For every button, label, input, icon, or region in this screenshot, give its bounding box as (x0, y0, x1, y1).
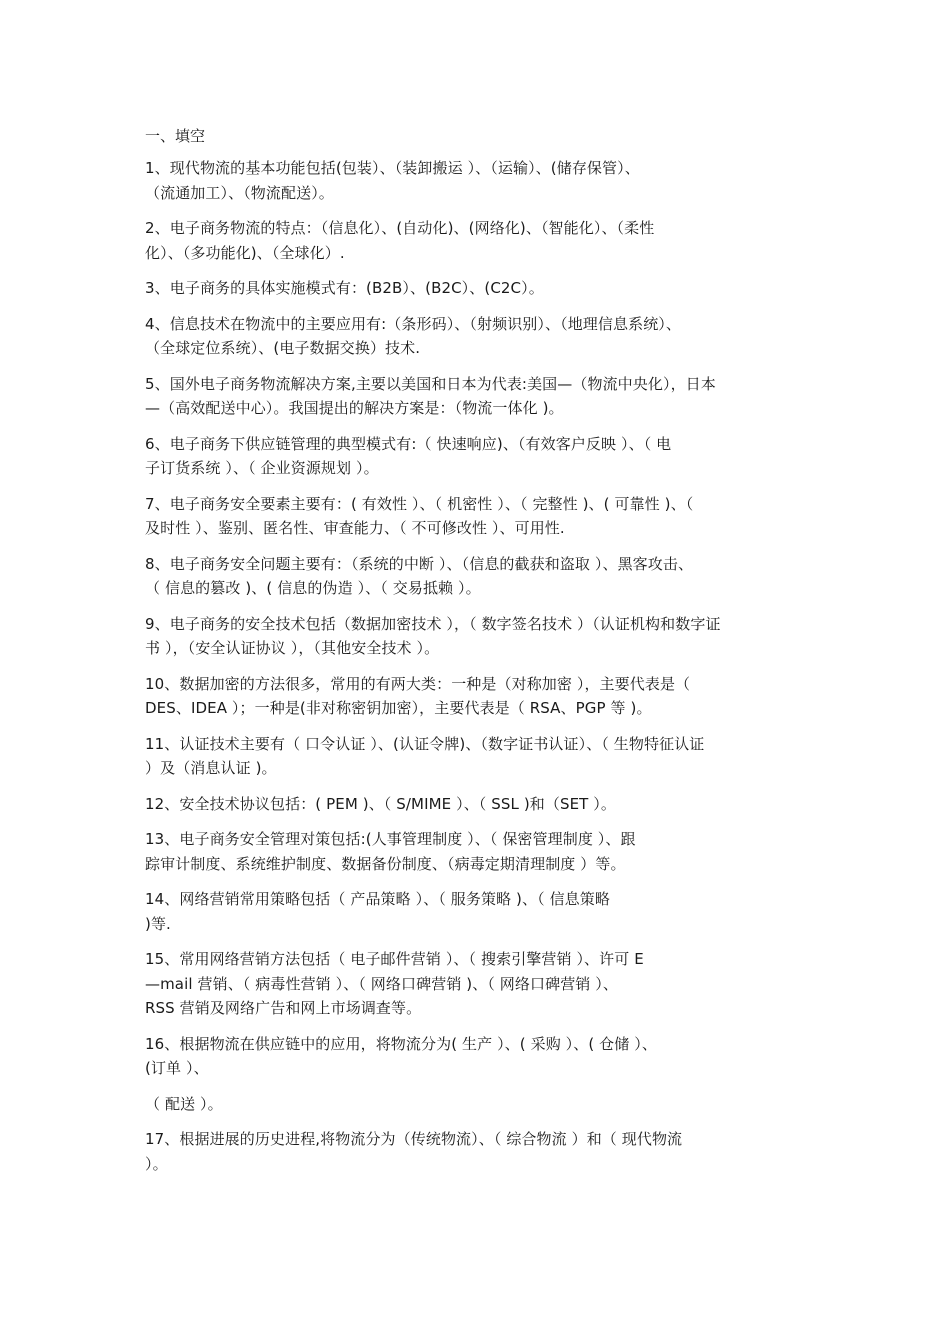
question-line: 5、国外电子商务物流解决方案,主要以美国和日本为代表:美国—（物流中央化），日本 (145, 374, 716, 393)
question-4 (145, 312, 815, 361)
question-line: 踪审计制度、系统维护制度、数据备份制度、（病毒定期清理制度 ）等。 (145, 854, 626, 873)
document-body (145, 124, 815, 1187)
question-line: 10、数据加密的方法很多，常用的有两大类：一种是（对称加密 ），主要代表是（ (145, 674, 691, 693)
question-line: ）及（消息认证 )。 (145, 759, 277, 777)
question-line: 3、电子商务的具体实施模式有：(B2B）、(B2C）、(C2C）。 (145, 279, 544, 297)
question-line: 13、电子商务安全管理对策包括:(人事管理制度 ）、（ 保密管理制度 ）、跟 (145, 830, 636, 848)
question-16-continued (145, 1092, 815, 1117)
question-line: 2、电子商务物流的特点：（信息化）、(自动化)、(网络化)、（智能化）、（柔性 (145, 219, 655, 237)
question-15 (145, 947, 815, 1021)
section-title: 一、填空 (145, 127, 206, 145)
question-line: 化）、（多功能化)、（全球化）. (145, 243, 345, 262)
question-line: )等. (145, 914, 171, 933)
question-line: 9、电子商务的安全技术包括（数据加密技术 ），（ 数字签名技术 ）（认证机构和数字证 (145, 614, 721, 633)
question-1 (145, 156, 815, 205)
question-line: (订单 ）、 (145, 1059, 209, 1077)
question-line: 4、信息技术在物流中的主要应用有:（条形码）、（射频识别）、（地理信息系统）、 (145, 314, 682, 333)
question-line: RSS 营销及网络广告和网上市场调查等。 (145, 999, 422, 1017)
question-10 (145, 672, 815, 721)
question-line: 15、常用网络营销方法包括（ 电子邮件营销 ）、（ 搜索引擎营销 ）、许可 E (145, 950, 644, 968)
question-line: 17、根据进展的历史进程,将物流分为（传统物流）、（ 综合物流 ）和（ 现代物流 (145, 1130, 683, 1148)
question-12 (145, 792, 815, 817)
question-line: 16、根据物流在供应链中的应用，将物流分为( 生产 ）、( 采购 ）、( 仓储 ）、 (145, 1034, 657, 1053)
question-17 (145, 1127, 815, 1176)
question-13 (145, 827, 815, 876)
question-line: 及时性 ）、鉴别、匿名性、审查能力、（ 不可修改性 ）、可用性. (145, 519, 565, 537)
question-line: （全球定位系统）、(电子数据交换）技术. (145, 339, 421, 357)
question-11 (145, 732, 815, 781)
question-line: （ 配送 ）。 (145, 1094, 223, 1113)
question-line: 12、安全技术协议包括：( PEM )、（ S/MIME ）、（ SSL )和（SET ）。 (145, 794, 617, 813)
question-line: 6、电子商务下供应链管理的典型模式有:（ 快速响应)、（有效客户反映 ）、（ 电 (145, 434, 672, 453)
question-7 (145, 492, 815, 541)
question-line: 11、认证技术主要有（ 口令认证 ）、(认证令牌)、（数字证书认证）、（ 生物特征认证 (145, 734, 705, 753)
question-line: 书 ），（安全认证协议 ），（其他安全技术 ）。 (145, 639, 440, 657)
question-line: —mail 营销、（ 病毒性营销 ）、（ 网络口碑营销 )、（ 网络口碑营销 ）、 (145, 974, 618, 993)
question-line: 子订货系统 ）、（ 企业资源规划 ）。 (145, 459, 379, 477)
question-8 (145, 552, 815, 601)
question-line: 1、现代物流的基本功能包括(包装）、（装卸搬运 ）、（运输）、(储存保管）、 (145, 159, 640, 177)
question-line: （流通加工）、（物流配送）。 (145, 183, 334, 202)
question-2 (145, 216, 815, 265)
question-16 (145, 1032, 815, 1081)
question-14 (145, 887, 815, 936)
question-6 (145, 432, 815, 481)
question-line: —（高效配送中心）。我国提出的解决方案是：（物流一体化 )。 (145, 399, 564, 417)
question-line: 8、电子商务安全问题主要有：（系统的中断 ）、（信息的截获和盗取 ）、黑客攻击、 (145, 554, 694, 573)
question-9 (145, 612, 815, 661)
question-5 (145, 372, 815, 421)
question-line: （ 信息的篡改 )、( 信息的伪造 ）、（ 交易抵赖 ）。 (145, 579, 481, 597)
question-line: ）。 (145, 1154, 168, 1173)
question-line: 14、网络营销常用策略包括（ 产品策略 ）、（ 服务策略 )、（ 信息策略 (145, 890, 610, 908)
question-3 (145, 276, 815, 301)
question-line: 7、电子商务安全要素主要有：( 有效性 ）、（ 机密性 ）、（ 完整性 )、( 可靠性 )、（ (145, 494, 694, 513)
question-line: DES、IDEA ）；一种是(非对称密钥加密），主要代表是（ RSA、PGP 等 )。 (145, 699, 652, 717)
